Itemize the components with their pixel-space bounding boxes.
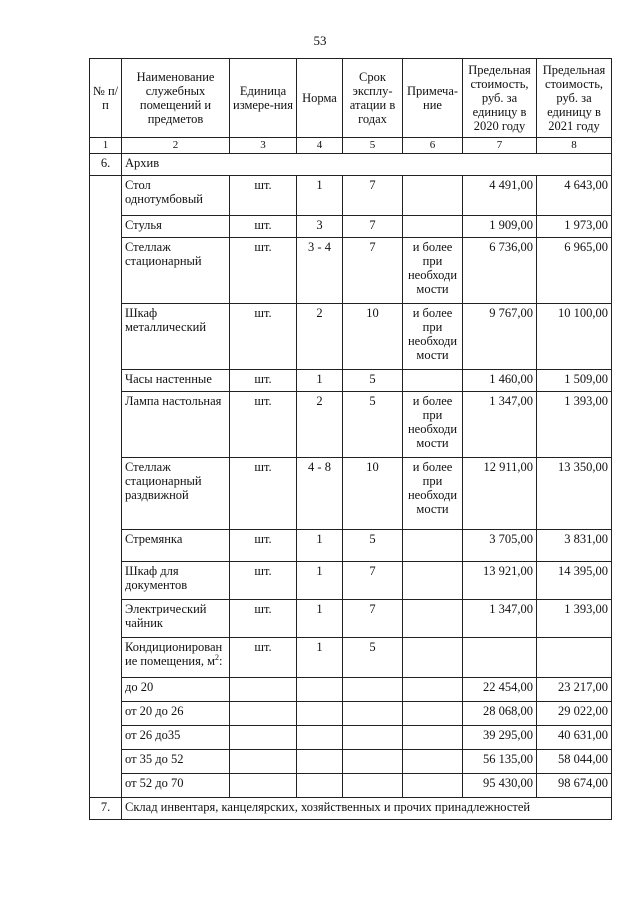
- empty-cell: [90, 392, 122, 458]
- section-row: [90, 154, 612, 176]
- column-number: 4: [297, 138, 343, 154]
- item-price-2021: 10 100,00: [537, 304, 612, 370]
- item-norm: [297, 750, 343, 774]
- item-unit: шт.: [230, 238, 297, 304]
- item-price-2020: 22 454,00: [463, 678, 537, 702]
- item-price-2020: 9 767,00: [463, 304, 537, 370]
- table-row: [90, 392, 612, 458]
- item-unit: шт.: [230, 562, 297, 600]
- item-note: [403, 562, 463, 600]
- item-note: и более при необходи мости: [403, 304, 463, 370]
- item-note: [403, 216, 463, 238]
- item-unit: [230, 774, 297, 798]
- item-norm: 1: [297, 176, 343, 216]
- column-number-row: [90, 138, 612, 154]
- section-row: [90, 798, 612, 820]
- item-note: [403, 678, 463, 702]
- item-norm: 1: [297, 638, 343, 678]
- item-note: [403, 530, 463, 562]
- item-note: [403, 600, 463, 638]
- table-row: [90, 600, 612, 638]
- empty-cell: [90, 726, 122, 750]
- item-price-2020: 1 347,00: [463, 392, 537, 458]
- table-row: [90, 530, 612, 562]
- item-name: Шкаф металлический: [122, 304, 230, 370]
- item-price-2021: 4 643,00: [537, 176, 612, 216]
- table-row: [90, 458, 612, 530]
- header-cell: Срок эксплу-атации в годах: [343, 59, 403, 138]
- norms-table: [89, 58, 612, 820]
- table-row: [90, 304, 612, 370]
- item-term: [343, 774, 403, 798]
- item-term: 5: [343, 370, 403, 392]
- item-price-2020: 13 921,00: [463, 562, 537, 600]
- item-price-2020: 6 736,00: [463, 238, 537, 304]
- item-norm: 1: [297, 530, 343, 562]
- table-row: [90, 702, 612, 726]
- item-unit: [230, 702, 297, 726]
- item-unit: шт.: [230, 176, 297, 216]
- item-term: 5: [343, 392, 403, 458]
- empty-cell: [90, 562, 122, 600]
- empty-cell: [90, 678, 122, 702]
- column-number: 5: [343, 138, 403, 154]
- empty-cell: [90, 600, 122, 638]
- item-unit: шт.: [230, 304, 297, 370]
- header-cell: Единица измере-ния: [230, 59, 297, 138]
- item-note: и более при необходи мости: [403, 238, 463, 304]
- item-term: 5: [343, 530, 403, 562]
- header-cell: № п/п: [90, 59, 122, 138]
- item-note: [403, 638, 463, 678]
- item-unit: шт.: [230, 392, 297, 458]
- item-term: 7: [343, 238, 403, 304]
- column-number: 7: [463, 138, 537, 154]
- item-price-2021: 3 831,00: [537, 530, 612, 562]
- item-note: [403, 370, 463, 392]
- empty-cell: [90, 238, 122, 304]
- section-number: 7.: [90, 798, 122, 820]
- item-term: 7: [343, 562, 403, 600]
- item-price-2020: 1 347,00: [463, 600, 537, 638]
- page-number: 53: [313, 33, 327, 48]
- item-note: [403, 726, 463, 750]
- item-unit: шт.: [230, 458, 297, 530]
- table-row: [90, 678, 612, 702]
- empty-cell: [90, 216, 122, 238]
- item-name: от 35 до 52: [122, 750, 230, 774]
- item-note: [403, 702, 463, 726]
- item-term: 7: [343, 176, 403, 216]
- item-price-2021: 58 044,00: [537, 750, 612, 774]
- item-price-2021: 6 965,00: [537, 238, 612, 304]
- item-unit: шт.: [230, 638, 297, 678]
- item-unit: шт.: [230, 370, 297, 392]
- item-price-2021: [537, 638, 612, 678]
- item-note: [403, 774, 463, 798]
- item-note: и более при необходи мости: [403, 458, 463, 530]
- item-term: [343, 678, 403, 702]
- item-unit: шт.: [230, 600, 297, 638]
- item-name: Стеллаж стационарный раздвижной: [122, 458, 230, 530]
- empty-cell: [90, 750, 122, 774]
- item-name: Стеллаж стационарный: [122, 238, 230, 304]
- item-norm: 1: [297, 600, 343, 638]
- item-unit: [230, 726, 297, 750]
- item-norm: 2: [297, 304, 343, 370]
- item-note: [403, 750, 463, 774]
- empty-cell: [90, 530, 122, 562]
- table-row: [90, 774, 612, 798]
- empty-cell: [90, 176, 122, 216]
- item-norm: 3 - 4: [297, 238, 343, 304]
- item-term: [343, 726, 403, 750]
- item-price-2020: 39 295,00: [463, 726, 537, 750]
- item-norm: 4 - 8: [297, 458, 343, 530]
- header-cell: Предельная стоимость, руб. за единицу в 2020 году: [463, 59, 537, 138]
- item-term: 5: [343, 638, 403, 678]
- item-price-2020: [463, 638, 537, 678]
- table-row: [90, 750, 612, 774]
- item-term: [343, 702, 403, 726]
- item-price-2020: 3 705,00: [463, 530, 537, 562]
- item-price-2021: 23 217,00: [537, 678, 612, 702]
- item-name: Электрический чайник: [122, 600, 230, 638]
- item-name: Стремянка: [122, 530, 230, 562]
- section-name: Склад инвентаря, канцелярских, хозяйственных и прочих принадлежностей: [122, 798, 612, 820]
- item-term: 7: [343, 216, 403, 238]
- table-row: [90, 370, 612, 392]
- empty-cell: [90, 702, 122, 726]
- item-price-2020: 1 460,00: [463, 370, 537, 392]
- item-price-2020: 56 135,00: [463, 750, 537, 774]
- table-row: [90, 726, 612, 750]
- header-cell: Предельная стоимость, руб. за единицу в 2021 году: [537, 59, 612, 138]
- item-name-suffix: :: [218, 654, 223, 668]
- column-number: 6: [403, 138, 463, 154]
- empty-cell: [90, 774, 122, 798]
- item-term: 10: [343, 304, 403, 370]
- item-name-text: Кондиционирован ие помещения, м: [125, 640, 223, 668]
- item-price-2021: 13 350,00: [537, 458, 612, 530]
- item-price-2021: 29 022,00: [537, 702, 612, 726]
- empty-cell: [90, 304, 122, 370]
- table-row: [90, 562, 612, 600]
- column-number: 8: [537, 138, 612, 154]
- table-row: [90, 238, 612, 304]
- header-cell: Норма: [297, 59, 343, 138]
- table-row: [90, 638, 612, 678]
- header-cell: Примеча-ние: [403, 59, 463, 138]
- item-norm: [297, 726, 343, 750]
- item-price-2021: 98 674,00: [537, 774, 612, 798]
- item-name: Стол однотумбовый: [122, 176, 230, 216]
- item-price-2021: 14 395,00: [537, 562, 612, 600]
- item-price-2021: 1 973,00: [537, 216, 612, 238]
- item-term: 10: [343, 458, 403, 530]
- item-unit: шт.: [230, 216, 297, 238]
- item-norm: [297, 678, 343, 702]
- item-unit: [230, 678, 297, 702]
- table-row: [90, 176, 612, 216]
- item-name: до 20: [122, 678, 230, 702]
- section-number: 6.: [90, 154, 122, 176]
- item-unit: [230, 750, 297, 774]
- item-name: от 26 до35: [122, 726, 230, 750]
- item-norm: 1: [297, 370, 343, 392]
- item-name: Часы настенные: [122, 370, 230, 392]
- item-norm: 2: [297, 392, 343, 458]
- item-price-2020: 12 911,00: [463, 458, 537, 530]
- item-term: 7: [343, 600, 403, 638]
- item-note: [403, 176, 463, 216]
- item-norm: [297, 774, 343, 798]
- column-number: 1: [90, 138, 122, 154]
- item-term: [343, 750, 403, 774]
- table-header-row: [90, 59, 612, 138]
- item-price-2020: 4 491,00: [463, 176, 537, 216]
- table-row: [90, 216, 612, 238]
- column-number: 2: [122, 138, 230, 154]
- item-norm: 3: [297, 216, 343, 238]
- empty-cell: [90, 370, 122, 392]
- item-unit: шт.: [230, 530, 297, 562]
- item-name: Шкаф для документов: [122, 562, 230, 600]
- empty-cell: [90, 458, 122, 530]
- item-price-2021: 40 631,00: [537, 726, 612, 750]
- item-price-2021: 1 393,00: [537, 392, 612, 458]
- item-price-2020: 95 430,00: [463, 774, 537, 798]
- item-name: от 20 до 26: [122, 702, 230, 726]
- item-price-2021: 1 509,00: [537, 370, 612, 392]
- item-name: от 52 до 70: [122, 774, 230, 798]
- item-price-2020: 28 068,00: [463, 702, 537, 726]
- item-note: и более при необходи мости: [403, 392, 463, 458]
- item-name: Стулья: [122, 216, 230, 238]
- column-number: 3: [230, 138, 297, 154]
- item-name: Лампа настольная: [122, 392, 230, 458]
- superscript: 2: [214, 652, 219, 662]
- section-name: Архив: [122, 154, 612, 176]
- header-cell: Наименование служебных помещений и предметов: [122, 59, 230, 138]
- empty-cell: [90, 638, 122, 678]
- item-norm: [297, 702, 343, 726]
- item-norm: 1: [297, 562, 343, 600]
- item-name: [122, 638, 230, 678]
- item-price-2021: 1 393,00: [537, 600, 612, 638]
- item-price-2020: 1 909,00: [463, 216, 537, 238]
